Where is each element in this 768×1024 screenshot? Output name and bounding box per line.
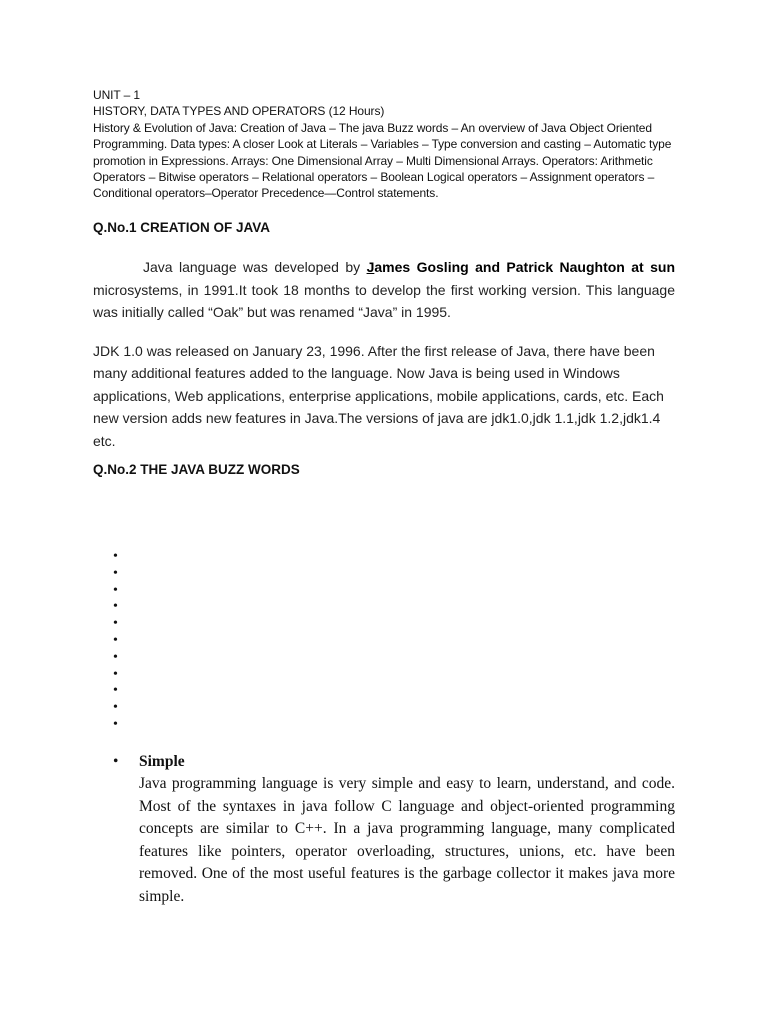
bullet-icon: • xyxy=(113,753,119,770)
empty-bullet-item xyxy=(113,717,118,734)
buzzword-title: Simple xyxy=(139,753,185,770)
text: microsystems, in 1991.It took 18 months to develop the first working version. This language was initially called “Oak” but was renamed “Java” in 1995. xyxy=(93,281,675,321)
empty-bullet-item xyxy=(113,700,118,717)
empty-bullet-item xyxy=(113,566,118,583)
syllabus-header xyxy=(93,87,683,202)
syllabus-text: History & Evolution of Java: Creation of Java – The java Buzz words – An overview of Java Object Oriented Programming. Data types: A closer Look at Literals – Variables – Type conversion and casting – Automatic type promotion in Expressions. Arrays: One Dimensional Array – Multi Dimensional Arrays. Operators: Arithmetic Operators – Bitwise operators – Relational operators – Boolean Logical operators – Assignment operators – Conditional operators–Operator Precedence—Control statements. xyxy=(93,120,672,201)
empty-bullet-item xyxy=(113,633,118,650)
empty-bullet-item xyxy=(113,683,118,700)
empty-bullet-item xyxy=(113,599,118,616)
buzzword-description: Java programming language is very simple and easy to learn, understand, and code. Most of the syntaxes in java follow C language and object-oriented programming concepts are similar to C++. In a java programming language, many complicated features like pointers, operator overloading, structures, unions, etc. have been removed. One of the most useful features is the garbage collector it makes java more simple. xyxy=(139,775,675,905)
text: Java language was developed by xyxy=(143,259,367,275)
creation-paragraph-1 xyxy=(93,256,675,324)
empty-bullet-list xyxy=(113,549,118,734)
empty-bullet-item xyxy=(113,616,118,633)
section-heading-creation: Q.No.1 CREATION OF JAVA xyxy=(93,220,271,235)
creation-paragraph-2: JDK 1.0 was released on January 23, 1996. After the first release of Java, there have been many additional features added to the language. Now Java is being used in Windows applications, Web applications, enterprise applications, mobile applications, cards, etc. Each new version adds new features in Java.The versions of java are jdk1.0,jdk 1.1,jdk 1.2,jdk1.4 etc. xyxy=(93,343,664,449)
unit-title: HISTORY, DATA TYPES AND OPERATORS (12 Hours) xyxy=(93,104,385,119)
empty-bullet-item xyxy=(113,549,118,566)
unit-label: UNIT – 1 xyxy=(93,88,140,102)
empty-bullet-item xyxy=(113,583,118,600)
empty-bullet-item xyxy=(113,650,118,667)
empty-bullet-item xyxy=(113,667,118,684)
highlighted-letter: J xyxy=(366,259,375,275)
section-heading-buzzwords: Q.No.2 THE JAVA BUZZ WORDS xyxy=(93,462,300,477)
bold-names: ames Gosling and Patrick Naughton at sun xyxy=(374,259,676,275)
